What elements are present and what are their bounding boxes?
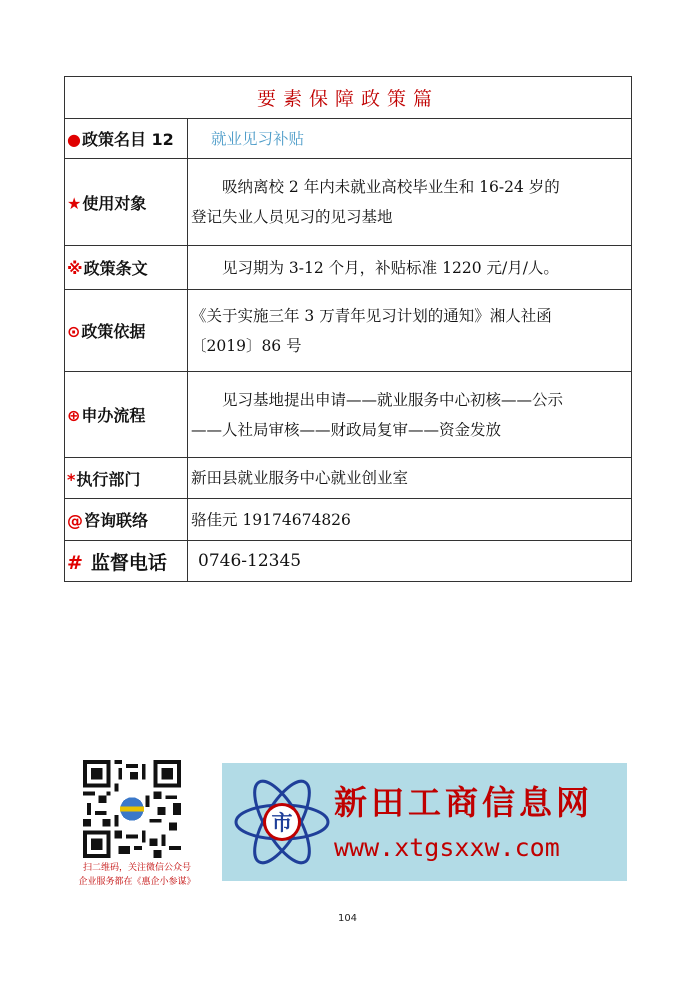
value-contact: 骆佳元 19174674826 [188,499,632,541]
banner-title: 新田工商信息网 [334,783,593,822]
value-line: 〔2019〕86 号 [191,336,302,355]
label-hotline [65,541,188,582]
policy-table [64,76,632,582]
label-text: 政策依据 [81,322,146,341]
banner-url[interactable]: www.xtgsxxw.com [334,833,560,862]
value-line: 见习基地提出申请——就业服务中心初核——公示 [222,390,564,409]
label-text: 政策名目 12 [81,130,174,149]
value-process [188,372,632,458]
page-number: 104 [337,913,358,924]
logo-char: 市 [271,811,293,835]
website-banner [222,763,627,881]
hash-icon: # [67,551,83,574]
star-icon: ★ [67,193,82,213]
value-hotline: 0746-12345 [188,541,632,582]
value-policy-name [188,119,632,159]
bullet-icon: ● [67,130,81,149]
label-text: 监督电话 [90,551,167,574]
label-policy-name [65,119,188,159]
label-text: 咨询联络 [84,511,149,530]
value-line: 吸纳离校 2 年内未就业高校毕业生和 16-24 岁的 [222,178,560,196]
reference-mark-icon: ※ [67,259,83,278]
label-text: 使用对象 [82,193,147,213]
qr-caption [66,861,208,889]
asterisk-icon: * [67,469,76,489]
value-line: 《关于实施三年 3 万青年见习计划的通知》湘人社函 [191,306,552,325]
label-contact [65,499,188,541]
qr-code-icon [80,760,184,858]
label-department [65,458,188,499]
value-line: 登记失业人员见习的见习基地 [191,208,393,226]
atom-logo-icon [230,767,334,877]
label-text: 政策条文 [83,259,148,278]
policy-name-text: 就业见习补贴 [211,129,305,148]
label-text: 申办流程 [81,406,146,425]
value-target [188,159,632,246]
qr-caption-line: 企业服务都在《惠企小参谋》 [78,877,196,887]
qr-caption-line: 扫二维码，关注微信公众号 [82,863,191,873]
at-sign-icon: @ [67,511,83,530]
circled-dot-icon: ⊙ [67,322,81,341]
table-title: 要素保障政策篇 [65,77,632,119]
circled-plus-icon: ⊕ [67,406,81,425]
label-target [65,159,188,246]
value-line: ——人社局审核——财政局复审——资金发放 [191,420,502,439]
value-policy-basis [188,290,632,372]
label-text: 执行部门 [76,469,141,489]
value-department: 新田县就业服务中心就业创业室 [188,458,632,499]
value-policy-clause: 见习期为 3-12 个月，补贴标准 1220 元/月/人。 [188,246,632,290]
label-process [65,372,188,458]
label-policy-clause [65,246,188,290]
label-policy-basis [65,290,188,372]
